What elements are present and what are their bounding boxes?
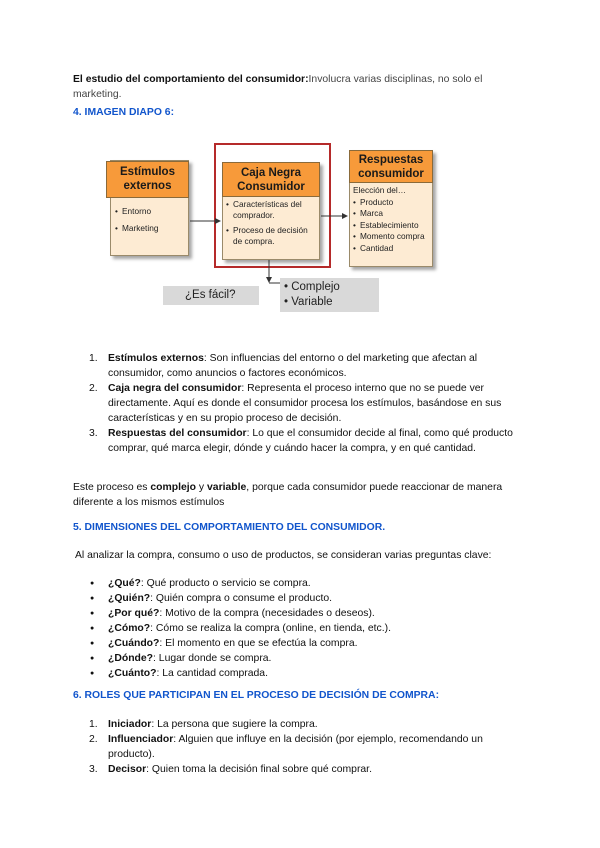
role-text: : Quien toma la decisión final sobre qué comprar. — [146, 764, 372, 775]
answer-text: Variable — [291, 296, 333, 308]
stimuli-title: Estímulos externos — [106, 161, 189, 198]
list-number: 3. — [89, 428, 98, 439]
para-bold: complejo — [150, 482, 197, 493]
question-item — [73, 576, 525, 591]
question-term: ¿Cuándo? — [108, 638, 160, 649]
question-term: ¿Por qué? — [108, 608, 160, 619]
answer-item: • Variable — [284, 296, 333, 308]
para-text: y — [196, 482, 208, 493]
para-text: , porque cada consumidor puede reaccionar de manera diferente a los mismos estímulos — [73, 482, 503, 508]
answers-pill — [280, 278, 379, 312]
responses-item: • Momento compra — [353, 231, 433, 243]
list-text: : Representa el proceso interno que no se puede ver directamente. Aquí es donde el consumidor procesa los estímulos, basándose en sus características y en su propio proceso de decisión. — [108, 383, 502, 424]
list-item — [73, 381, 525, 426]
question-text: : Qué producto o servicio se compra. — [140, 578, 311, 589]
question-item — [73, 606, 525, 621]
role-item — [73, 717, 525, 732]
list-item — [73, 351, 525, 381]
question-text: : Motivo de la compra (necesidades o deseos). — [159, 608, 375, 619]
role-item — [73, 762, 525, 777]
responses-lead: Elección del… — [353, 185, 407, 195]
list-item — [73, 426, 525, 456]
dimensions-intro: Al analizar la compra, consumo o uso de productos, se consideran varias preguntas clave: — [75, 550, 492, 561]
question-text: : Cómo se realiza la compra (online, en tienda, etc.). — [150, 623, 391, 634]
role-item — [73, 732, 525, 762]
arrow-head — [342, 213, 348, 219]
question-term: ¿Cuánto? — [108, 668, 157, 679]
list-term: Respuestas del consumidor — [108, 428, 247, 439]
consumer-behavior-diagram — [0, 0, 600, 330]
arrow-head — [266, 277, 272, 283]
list-text: : Lo que el consumidor decide al final, como qué producto comprar, qué marca elegir, dónde y cuándo hacer la compra, y en qué cantidad. — [108, 428, 513, 454]
list-text: : Son influencias del entorno o del marketing que afectan al consumidor, como anuncios o factores económicos. — [108, 353, 478, 379]
question-item — [73, 651, 525, 666]
black-box-title: Caja Negra Consumidor — [222, 162, 320, 197]
responses-item: • Establecimiento — [353, 220, 433, 232]
para-bold: variable — [207, 482, 247, 493]
role-number: 3. — [89, 764, 98, 775]
question-pill: ¿Es fácil? — [163, 286, 259, 305]
black-box-item: • Características del comprador. — [226, 199, 318, 221]
responses-item: • Cantidad — [353, 243, 433, 255]
questions-list — [73, 576, 525, 681]
black-box-item: • Proceso de decisión de compra. — [226, 225, 318, 247]
answer-item: • Complejo — [284, 281, 340, 293]
question-text: : La cantidad comprada. — [156, 668, 268, 679]
question-term: ¿Cómo? — [108, 623, 151, 634]
responses-item: • Producto — [353, 197, 433, 209]
para-text: Este proceso es — [73, 482, 151, 493]
responses-item: • Marca — [353, 208, 433, 220]
responses-title: Respuestas consumidor — [349, 150, 433, 183]
role-text: : Alguien que influye en la decisión (por ejemplo, recomendando un producto). — [108, 734, 483, 760]
roles-list — [73, 717, 525, 777]
list-number: 1. — [89, 353, 98, 364]
question-item — [73, 621, 525, 636]
list-term: Caja negra del consumidor — [108, 383, 242, 394]
stimuli-item: • Marketing — [115, 222, 183, 234]
list-number: 2. — [89, 383, 98, 394]
question-item — [73, 636, 525, 651]
behavior-list — [73, 351, 525, 456]
question-text: : Quién compra o consume el producto. — [150, 593, 333, 604]
question-item — [73, 666, 525, 681]
stimuli-item: • Entorno — [115, 205, 183, 217]
question-term: ¿Quién? — [108, 593, 151, 604]
heading-4: 4. IMAGEN DIAPO 6: — [73, 107, 175, 118]
role-number: 1. — [89, 719, 98, 730]
question-item — [73, 591, 525, 606]
complexity-paragraph — [73, 480, 525, 510]
list-term: Estímulos externos — [108, 353, 204, 364]
role-number: 2. — [89, 734, 98, 745]
question-term: ¿Dónde? — [108, 653, 154, 664]
role-term: Influenciador — [108, 734, 174, 745]
arrow-head — [215, 218, 221, 224]
question-text: : El momento en que se efectúa la compra. — [159, 638, 358, 649]
heading-6: 6. ROLES QUE PARTICIPAN EN EL PROCESO DE DECISIÓN DE COMPRA: — [73, 690, 440, 701]
role-term: Decisor — [108, 764, 147, 775]
role-term: Iniciador — [108, 719, 152, 730]
question-text: : Lugar donde se compra. — [153, 653, 272, 664]
answer-text: Complejo — [291, 281, 340, 293]
intro-bold: El estudio del comportamiento del consumidor: — [73, 74, 309, 85]
role-text: : La persona que sugiere la compra. — [151, 719, 318, 730]
intro-text: Involucra varias disciplinas, no solo el marketing. — [73, 74, 483, 100]
question-term: ¿Qué? — [108, 578, 141, 589]
heading-5: 5. DIMENSIONES DEL COMPORTAMIENTO DEL CONSUMIDOR. — [73, 522, 386, 533]
